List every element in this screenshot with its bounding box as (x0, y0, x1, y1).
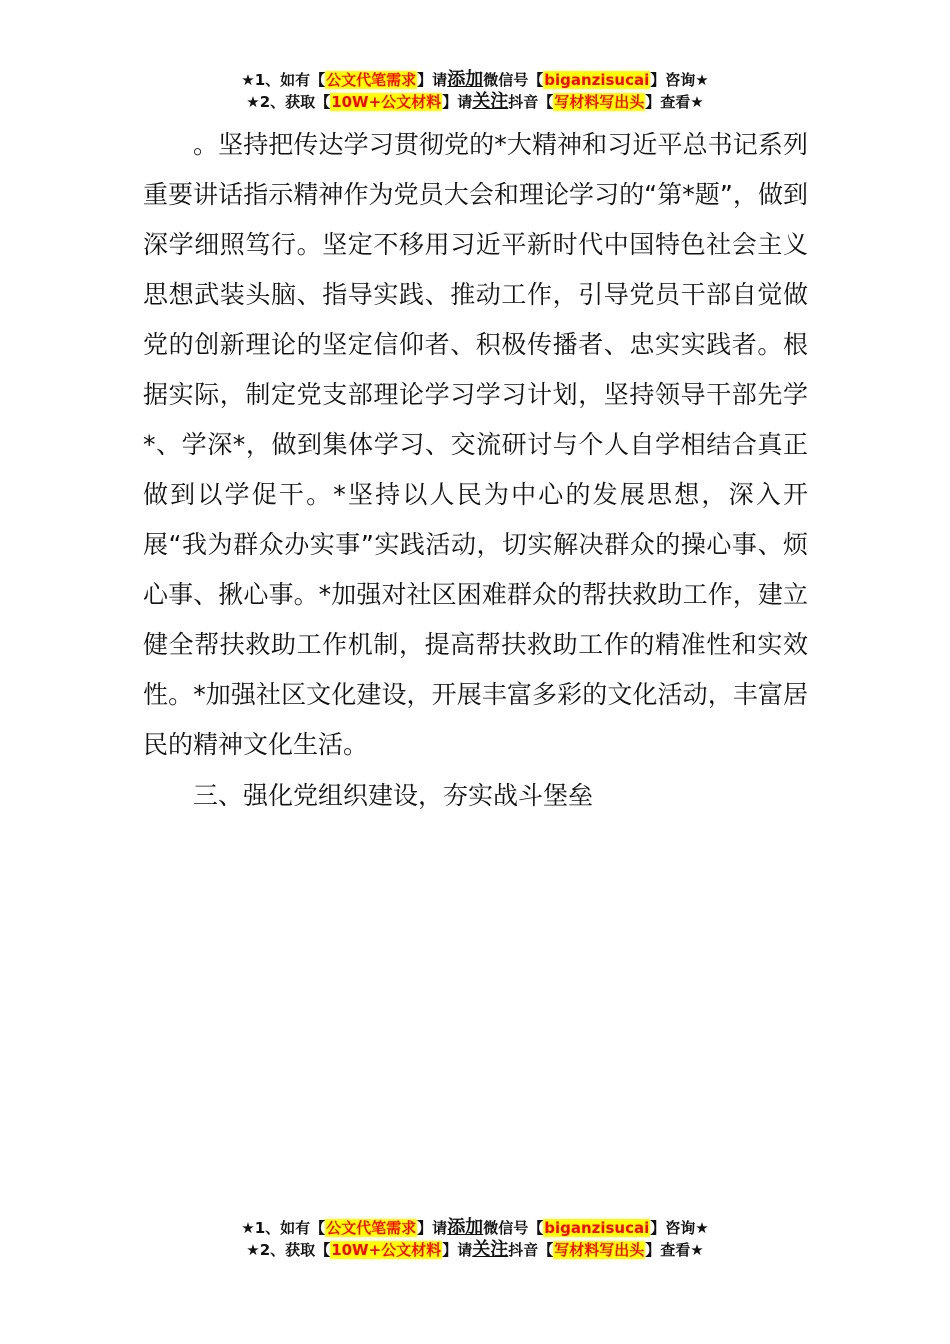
body-paragraph: 。坚持把传达学习贯彻党的*大精神和习近平总书记系列重要讲话指示精神作为党员大会和理论学习的“第*题”，做到深学细照笃行。坚定不移用习近平新时代中国特色社会主义思想武装头脑、指导实践、推动工作，引导党员干部自觉做党的创新理论的坚定信仰者、积极传播者、忠实实践者。根据实际，制定党支部理论学习学习计划，坚持领导干部先学*、学深*，做到集体学习、交流研讨与个人自学相结合真正做到以学促干。*坚持以人民为中心的发展思想，深入开展“我为群众办实事”实践活动，切实解决群众的操心事、烦心事、揪心事。*加强对社区困难群众的帮扶救助工作，建立健全帮扶救助工作机制，提高帮扶救助工作的精准性和实效性。*加强社区文化建设，开展丰富多彩的文化活动，丰富居民的精神文化生活。 (143, 130, 808, 759)
section-heading: 三、强化党组织建设，夯实战斗堡垒 (193, 781, 594, 810)
banner-text: 】请 (417, 71, 448, 89)
banner-text: 抖音【 (508, 93, 554, 111)
document-body (143, 120, 808, 770)
banner-prefix: ★2、获取【 (246, 1241, 331, 1259)
banner-text: 微信号【 (483, 71, 544, 89)
banner-prefix: ★2、获取【 (246, 93, 331, 111)
banner-text: 微信号【 (483, 1219, 544, 1237)
emphasis-word: 关注 (472, 1239, 509, 1260)
emphasis-word: 关注 (472, 91, 509, 112)
highlight-douyin: 写材料写出头 (554, 1241, 645, 1259)
header-banner (0, 69, 950, 113)
banner-suffix: 】咨询★ (650, 1219, 709, 1237)
banner-prefix: ★1、如有【 (241, 1219, 326, 1237)
emphasis-word: 添加 (447, 1217, 484, 1238)
banner-text: 】请 (442, 1241, 473, 1259)
banner-text: 】请 (417, 1219, 448, 1237)
banner-suffix: 】查看★ (645, 1241, 704, 1259)
footer-banner (0, 1217, 950, 1261)
banner-suffix: 】查看★ (645, 93, 704, 111)
highlight-wechat-id: biganzisucai (544, 1219, 650, 1237)
highlight-service: 公文代笔需求 (326, 1219, 417, 1237)
banner-text: 抖音【 (508, 1241, 554, 1259)
banner-suffix: 】咨询★ (650, 71, 709, 89)
highlight-materials: 10W+公文材料 (331, 1241, 442, 1259)
emphasis-word: 添加 (447, 69, 484, 90)
banner-line-2 (0, 1239, 950, 1261)
highlight-wechat-id: biganzisucai (544, 71, 650, 89)
banner-line-1 (0, 69, 950, 91)
highlight-service: 公文代笔需求 (326, 71, 417, 89)
banner-line-1 (0, 1217, 950, 1239)
banner-text: 】请 (442, 93, 473, 111)
banner-prefix: ★1、如有【 (241, 71, 326, 89)
highlight-douyin: 写材料写出头 (554, 93, 645, 111)
banner-line-2 (0, 91, 950, 113)
highlight-materials: 10W+公文材料 (331, 93, 442, 111)
